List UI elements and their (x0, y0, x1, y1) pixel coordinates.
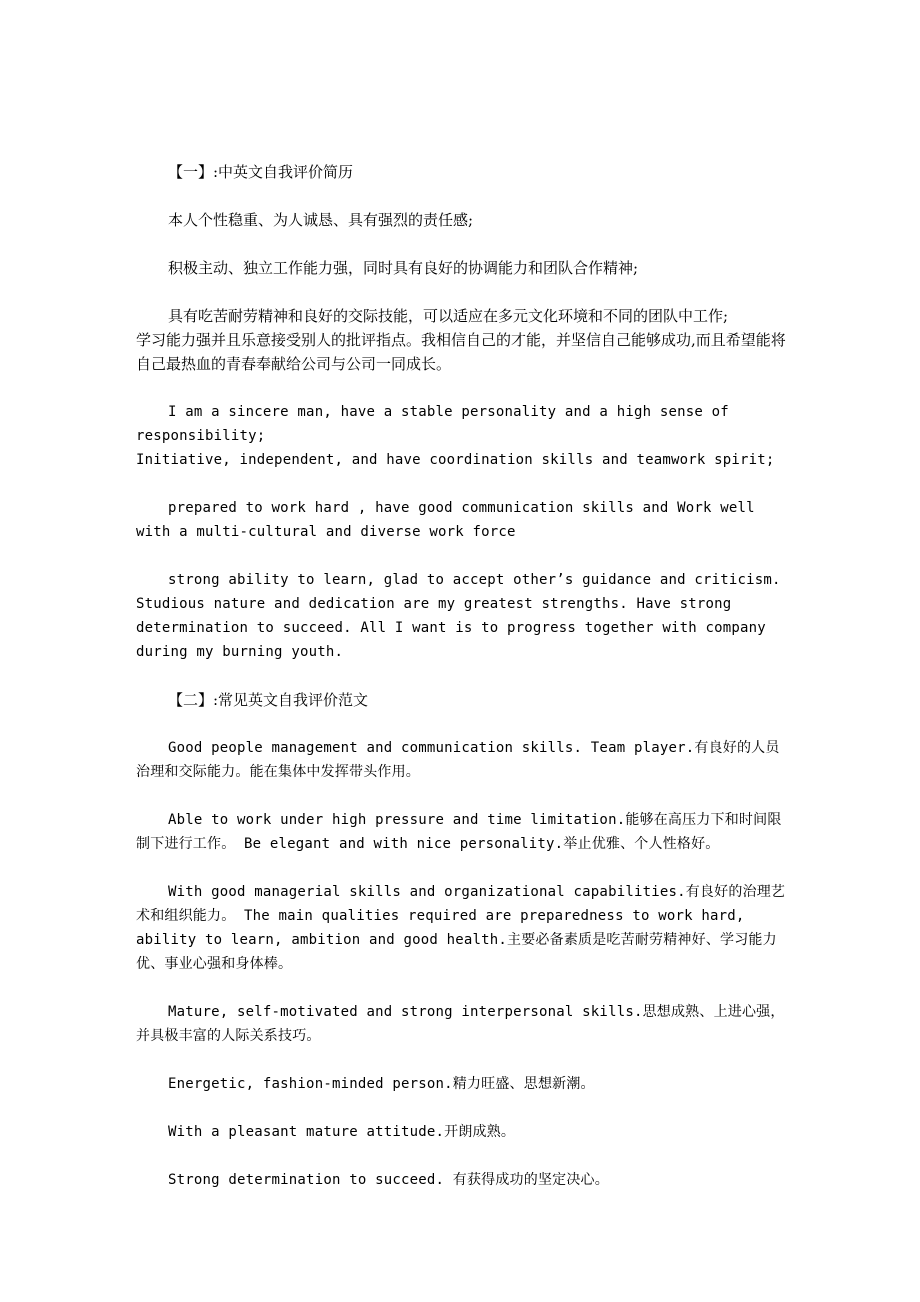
cn-paragraph-3-line-2: 学习能力强并且乐意接受别人的批评指点。我相信自己的才能，并坚信自己能够成功,而且希望能将自己最热血的青春奉献给公司与公司一同成长。 (136, 331, 786, 373)
document-page (136, 160, 788, 1192)
en-paragraph-2: prepared to work hard , have good communication skills and Work well with a multi-cultural and diverse work force (136, 500, 755, 540)
list-item: Strong determination to succeed. 有获得成功的坚定决心。 (168, 1172, 609, 1188)
cn-paragraph-3-line-1: 具有吃苦耐劳精神和良好的交际技能，可以适应在多元文化环境和不同的团队中工作; (168, 307, 729, 325)
en-paragraph-1-line-1: I am a sincere man, have a stable personality and a high sense of responsibility; (136, 404, 729, 444)
en-paragraph-3: strong ability to learn, glad to accept other’s guidance and criticism. Studious nature and dedication are my greatest strengths. Have strong determination to succeed. All I want is to progress together with company during my burning youth. (136, 572, 781, 660)
cn-paragraph-2: 积极主动、独立工作能力强，同时具有良好的协调能力和团队合作精神; (168, 259, 639, 277)
en-paragraph-1-line-2: Initiative, independent, and have coordination skills and teamwork spirit; (136, 452, 775, 468)
list-item: Able to work under high pressure and time limitation.能够在高压力下和时间限制下进行工作。 Be elegant and with nice personality.举止优雅、个人性格好。 (136, 812, 782, 852)
list-item: Mature, self-motivated and strong interpersonal skills.思想成熟、上进心强，并具极丰富的人际关系技巧。 (136, 1004, 785, 1044)
list-item: Good people management and communication skills. Team player.有良好的人员治理和交际能力。能在集体中发挥带头作用。 (136, 740, 780, 780)
list-item: With a pleasant mature attitude.开朗成熟。 (168, 1124, 516, 1140)
section-2-heading: 【二】:常见英文自我评价范文 (168, 691, 369, 709)
list-item: Energetic, fashion-minded person.精力旺盛、思想新潮。 (168, 1076, 595, 1092)
cn-paragraph-1: 本人个性稳重、为人诚恳、具有强烈的责任感; (168, 211, 474, 229)
list-item: With good managerial skills and organizational capabilities.有良好的治理艺术和组织能力。 The main qualities required are preparedness to work hard, ability to learn, ambition and good health.主要必备素质是吃苦耐劳精神好、学习能力优、事业心强和身体棒。 (136, 884, 786, 972)
section-1-heading: 【一】:中英文自我评价简历 (168, 163, 354, 181)
